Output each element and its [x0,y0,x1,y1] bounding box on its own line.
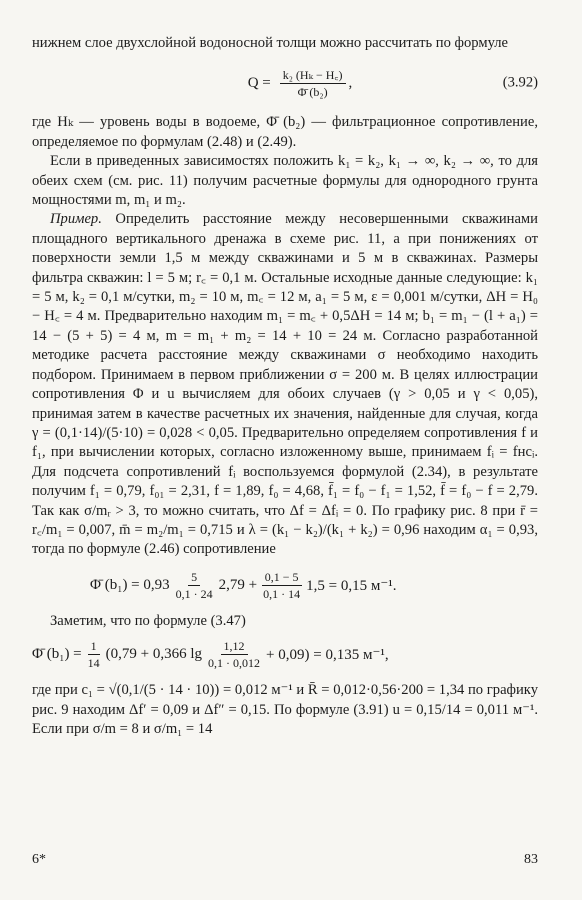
example-body: Определить расстояние между несовершенными скважинами площадного вертикального дренажа в схеме рис. 11, а при понижениях от поверхности земли 1,5 м между скважинами и 5 м в скважинах. Размеры фильтра скважин: l = 5 м; r꜀ = 0,1 м. Остальные исходные данные следующие: k₁ = 5 м, k₂ = 0,1 м/сутки, m₂ = 10 м, m꜀ = 12 м, a₁ = 5 м, ε = 0,001 м/сутки, ΔH = H₀ − H꜀ = 4 м. Предварительно находим m₁ = m꜀ + 0,5ΔH = 14 м; b₁ = m₁ − (l + a₁) = 14 − (5 + 5) = 4 м, m = m₁ + m₂ = 14 + 10 = 24 м. Согласно разработанной методике расчета расстояние между скважинами σ необходимо находить подбором. Принимаем в первом приближении σ = 200 м. В целях иллюстрации сопротивления Φ и u вычисляем для обоих случаев (γ > 0,05 и γ < 0,05), принимая затем в качестве расчетных их значения, найденные для случая, когда γ = (0,1·14)/(5·10) = 0,028 < 0,05. Предварительно определяем сопротивления f и f₁, при вычислении которых, согласно изложенному выше, принимаем fᵢ = fнсᵢ. Для подсчета сопротивлений fᵢ воспользуемся формулой (2.34), в результате получим f₁ = 0,79, f₀₁ = 2,31, f = 1,89, f₀ = 4,68, f̄₁ = f₀ − f₁ = 1,52, f̄ = f₀ − f = 2,79. Так как σ/mᵣ > 3, то можно считать, что Δf = Δfᵢ = 0. По графику рис. 8 при r̄ = r꜀/m₁ = 0,007, m̄ = m₂/m₁ = 0,715 и λ = (k₁ − k₂)/(k₁ + k₂) = 0,96 находим α₁ = 0,93, тогда по формуле (2.46) сопротивление [32,211,538,558]
note-text: Заметим, что по формуле (3.47) [50,612,246,629]
eq-numerator: 1,12 [221,639,248,655]
eq-lhs: Q = [247,74,271,91]
eq-middle: (0,79 + 0,366 lg [105,645,203,662]
eq-numerator: 1 [88,639,100,655]
eq-denominator: Φ̄ (b₂) [297,84,328,99]
eq-numerator: 5 [188,570,200,586]
eq-trail: , [348,74,353,91]
equation-phi-b1-b [32,633,538,675]
eq-fraction [280,68,346,99]
where-text: где Hₖ — уровень воды в водоеме, Φ̄ (b₂) — фильтрационное сопротивление, определяемое по формулам (2.48) и (2.49). [32,114,538,150]
equation-number: (3.92) [502,74,538,91]
eq-denominator: 14 [87,655,100,670]
paragraph-homogeneous: Если в приведенных зависимостях положить k₁ = k₂, k₁ → ∞, k₂ → ∞, то для обеих схем (см. рис. 11) получим расчетные формулы для однородного грунта мощностями m, m₁ и m₂. [32,153,538,209]
example-label: Пример. [50,211,102,228]
example-paragraph [32,210,538,559]
eq-fraction [173,570,216,601]
eq-tail: 1,5 = 0,15 м⁻¹. [306,578,397,595]
eq-denominator: 0,1 · 24 [175,587,213,602]
eq-lhs: Φ̄ (b₁) = [32,645,82,662]
eq-fraction [260,570,303,601]
final-paragraph: где при c₁ = √(0,1/(5 · 14 · 10)) = 0,012 м⁻¹ и R̄ = 0,012·0,56·200 = 1,34 по графику рис. 9 находим Δf′ = 0,09 и Δf″ = 0,15. По формуле (3.91) u = 0,15/14 = 0,011 м⁻¹. Если при σ/m = 8 и σ/m₁ = 14 [32,682,538,737]
eq-fraction [205,639,263,670]
signature-mark: 6* [32,852,46,867]
eq-middle: 2,79 + [218,577,258,594]
eq-numerator: k₂ (Hₖ − H꜀) [280,68,346,84]
eq-denominator: 0,1 · 0,012 [208,655,261,670]
equation-3-92 [32,59,538,107]
equation-phi-b1-a [32,566,538,606]
intro-text: нижнем слое двухслойной водоносной толщи можно рассчитать по формуле [32,35,508,51]
eq-denominator: 0,1 · 14 [263,587,301,602]
eq-fraction [85,639,103,670]
eq-lhs: Φ̄ (b₁) = 0,93 [90,577,170,594]
eq-numerator: 0,1 − 5 [262,570,302,586]
page-footer [32,852,538,868]
page-number: 83 [524,852,538,867]
eq-tail: + 0,09) = 0,135 м⁻¹, [266,646,389,663]
